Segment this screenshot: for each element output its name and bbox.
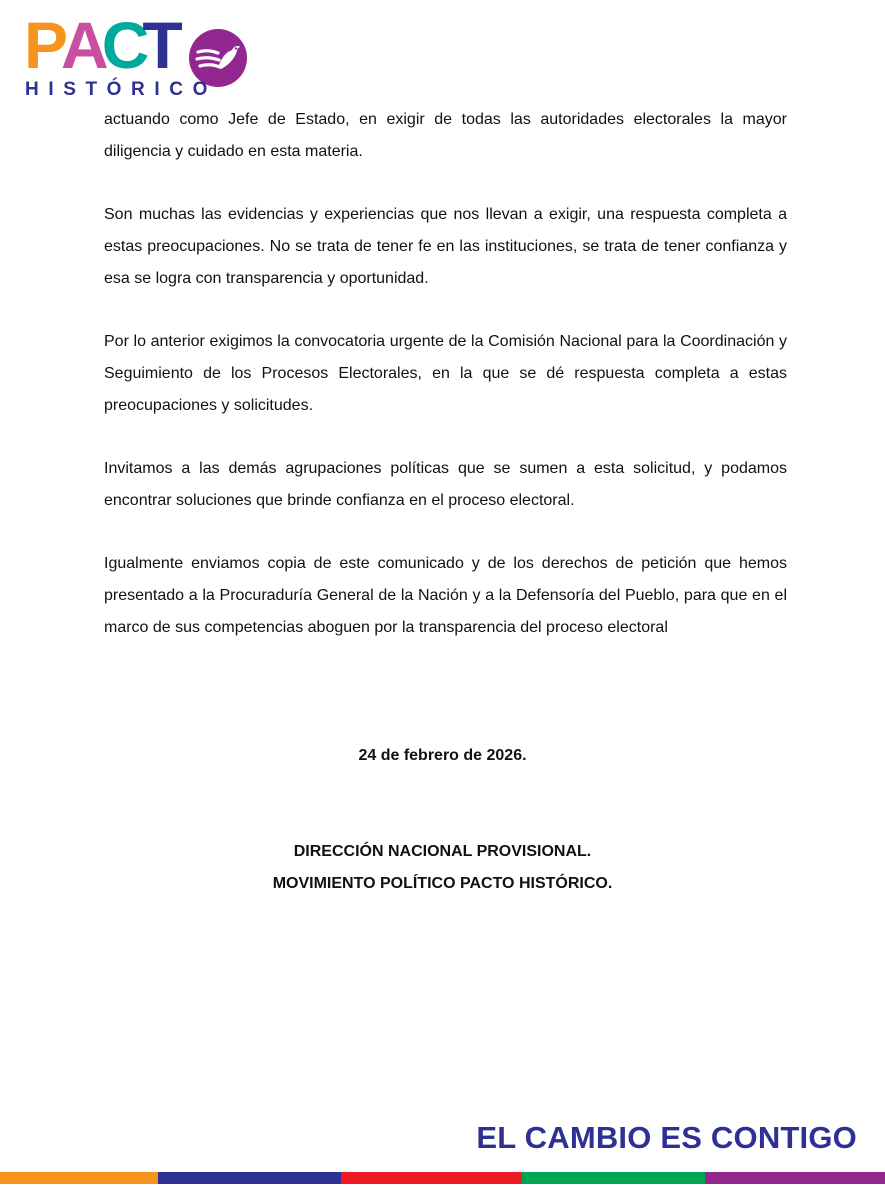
color-bar-segment-red <box>341 1172 522 1184</box>
paragraph-2: Son muchas las evidencias y experiencias que nos llevan a exigir, una respuesta completa a estas preocupaciones. No se trata de tener fe en las instituciones, se trata de tener confianza y esa se logra con transparencia y oportunidad. <box>104 206 787 287</box>
paragraph-3: Por lo anterior exigimos la convocatoria urgente de la Comisión Nacional para la Coordinación y Seguimiento de los Procesos Electorales, en la que se dé respuesta completa a estas preocupaciones y solicitudes. <box>104 333 787 414</box>
footer-color-bar <box>0 1172 885 1184</box>
signature-line-1: DIRECCIÓN NACIONAL PROVISIONAL. <box>293 843 592 860</box>
color-bar-segment-blue <box>158 1172 341 1184</box>
logo-letter-c: C <box>101 8 143 82</box>
color-bar-segment-purple <box>705 1172 885 1184</box>
logo-letter-t: T <box>142 8 176 82</box>
statement-body <box>104 104 787 675</box>
signature-line-2: MOVIMIENTO POLÍTICO PACTO HISTÓRICO. <box>272 875 613 892</box>
logo-subtitle: HISTÓRICO <box>25 79 217 100</box>
paragraph-5: Igualmente enviamos copia de este comunicado y de los derechos de petición que hemos presentado a la Procuraduría General de la Nación y a la Defensoría del Pueblo, para que en el marco de sus competencias aboguen por la transparencia del proceso electoral <box>104 555 787 636</box>
pacto-historico-logo <box>24 8 224 100</box>
color-bar-segment-green <box>522 1172 705 1184</box>
statement-date: 24 de febrero de 2026. <box>358 747 527 764</box>
paragraph-1: actuando como Jefe de Estado, en exigir de todas las autoridades electorales la mayor diligencia y cuidado en esta materia. <box>104 111 787 160</box>
paragraph-4: Invitamos a las demás agrupaciones políticas que se sumen a esta solicitud, y podamos encontrar soluciones que brinde confianza en el proceso electoral. <box>104 460 787 509</box>
color-bar-segment-orange <box>0 1172 158 1184</box>
logo-letter-a: A <box>61 8 102 82</box>
logo-letter-p: P <box>24 8 62 82</box>
footer-slogan: EL CAMBIO ES CONTIGO <box>476 1120 857 1155</box>
